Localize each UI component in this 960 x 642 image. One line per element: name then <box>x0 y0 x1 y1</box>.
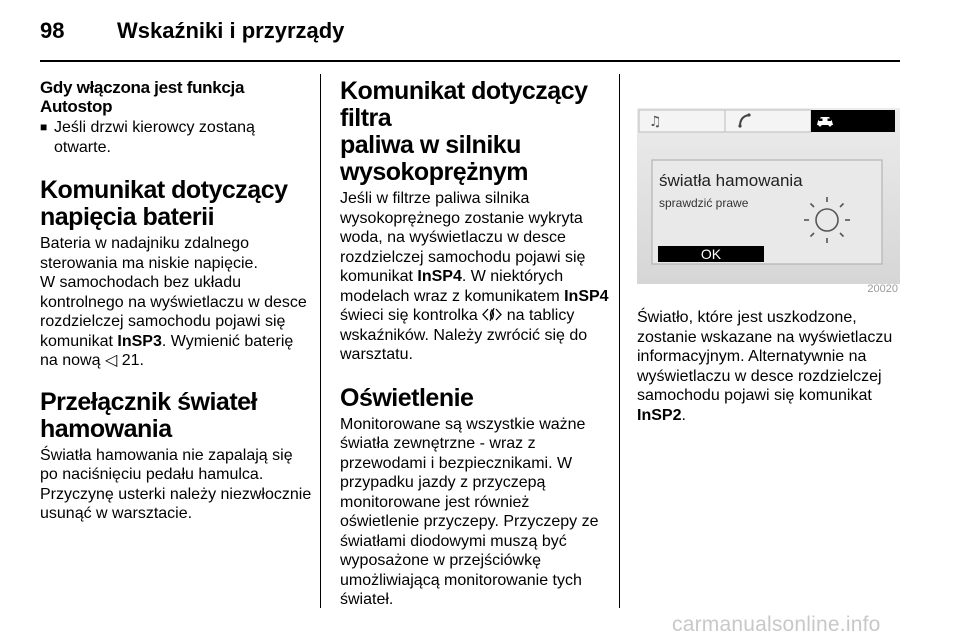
brake-heading-line2: hamowania <box>40 414 172 443</box>
battery-text-a: Bateria w nadajniku zdalnego sterowania ma niskie napięcie. <box>40 235 258 272</box>
fuel-filter-warning-icon <box>482 307 502 322</box>
fuel-text: Jeśli w filtrze paliwa silnika wysokoprężnego zostanie wykryta woda, na wyświetlaczu w desce rozdzielczej samochodu pojawi się komunikat InSP4. W niektórych modelach wraz z komunikatem InSP4 świeci się kontrolka na tablicy wskaźników. Należy zwrócić się do warsztatu. <box>340 190 609 363</box>
bullet-icon: ■ <box>40 120 48 134</box>
battery-heading-line1: Komunikat dotyczący <box>40 176 288 204</box>
brake-switch-heading <box>40 389 312 443</box>
header-divider <box>40 60 900 62</box>
fuel-code-b: InSP4 <box>564 287 609 305</box>
column-3 <box>637 78 902 425</box>
figure-code: 20020 <box>867 283 898 295</box>
lighting-text: Monitorowane są wszystkie ważne światła zewnętrzne - wraz z przewodami i bezpiecznikami. W przypadku jazdy z przyczepą monitorowane jest również oświetlenie przyczepy. Przyczepy ze światłami diodowymi muszą być wyposażone w przejściówkę umożliwiającą monitorowanie tych świateł. <box>340 415 599 608</box>
svg-text:♫: ♫ <box>649 114 662 130</box>
caption-code: InSP2 <box>637 406 682 424</box>
page-title: Wskaźniki i przyrządy <box>117 18 345 43</box>
brake-text: Światła hamowania nie zapalają się po naciśnięciu pedału hamulca. Przyczynę usterki należy niezwłocznie usunąć w warsztacie. <box>40 446 312 522</box>
autostop-heading: Gdy włączona jest funkcja Autostop <box>40 78 245 116</box>
page-number: 98 <box>40 18 65 43</box>
fuel-heading-line1: Komunikat dotyczący filtra <box>340 77 588 132</box>
display-message-title: światła hamowania <box>659 171 803 190</box>
page-header <box>0 0 960 60</box>
caption-text: Światło, które jest uszkodzone, zostanie wskazane na wyświetlaczu informacyjnym. Alternatywnie na wyświetlaczu w desce rozdzielczej samochodu pojawi się komunikat InSP2. <box>637 309 893 424</box>
music-tab-icon <box>649 114 662 130</box>
fuel-code-a: InSP4 <box>417 268 462 285</box>
brake-heading-line1: Przełącznik świateł <box>40 387 258 416</box>
column-divider-1 <box>320 74 321 608</box>
battery-heading <box>40 177 312 231</box>
watermark: carmanualsonline.info <box>672 613 881 636</box>
display-figure <box>637 84 900 304</box>
column-1 <box>40 78 312 524</box>
fuel-heading-line3: wysokoprężnym <box>340 158 529 186</box>
column-2 <box>340 78 612 610</box>
column-divider-2 <box>619 74 620 608</box>
page-reference-icon: ◁ <box>104 352 118 369</box>
battery-code: InSP3 <box>117 332 162 350</box>
display-message-subtitle: sprawdzić prawe <box>659 196 749 210</box>
ok-button-label[interactable]: OK <box>700 246 722 262</box>
fuel-heading-line2: paliwa w silniku <box>340 131 521 159</box>
autostop-bullet-text: Jeśli drzwi kierowcy zostaną otwarte. <box>54 119 255 156</box>
battery-heading-line2: napięcia baterii <box>40 203 215 231</box>
fuel-filter-heading <box>340 78 612 186</box>
battery-page-link[interactable]: 21. <box>117 352 144 369</box>
info-display-illustration <box>637 84 900 284</box>
autostop-bullet <box>40 118 312 157</box>
battery-text-b: W samochodach bez układu kontrolnego na wyświetlaczu w desce rozdzielczej samochodu pojawi się komunikat InSP3. Wymienić baterię na nową ◁ 21. <box>40 274 307 369</box>
lighting-heading: Oświetlenie <box>340 383 474 412</box>
